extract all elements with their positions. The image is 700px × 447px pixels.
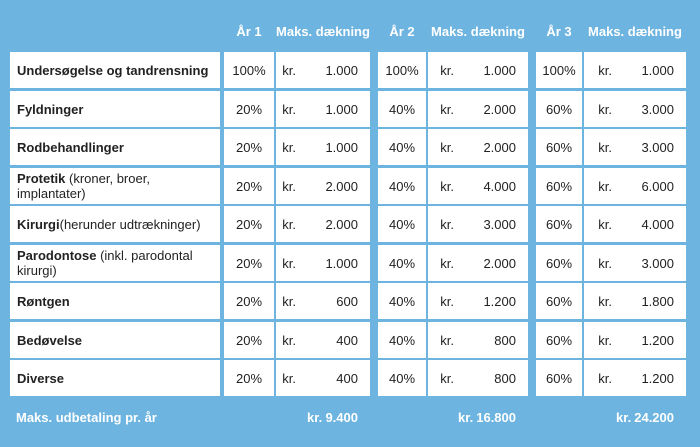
- coverage-percent: 20%: [224, 283, 274, 319]
- currency-label: kr.: [598, 332, 612, 348]
- amount-value: 400: [336, 370, 358, 386]
- max-coverage-amount: [428, 129, 528, 165]
- currency-label: kr.: [282, 101, 296, 117]
- amount-value: 1.000: [325, 139, 358, 155]
- max-coverage-amount: [276, 168, 370, 204]
- max-coverage-amount: [276, 52, 370, 88]
- max-coverage-amount: [428, 283, 528, 319]
- header-max-1: Maks. dækning: [276, 24, 370, 39]
- amount-value: 2.000: [483, 255, 516, 271]
- max-coverage-amount: [428, 168, 528, 204]
- currency-label: kr.: [440, 62, 454, 78]
- amount-value: 1.200: [483, 293, 516, 309]
- amount-value: 800: [494, 370, 516, 386]
- max-coverage-amount: [584, 322, 686, 358]
- coverage-percent: 20%: [224, 360, 274, 396]
- header-year-2: År 2: [389, 24, 415, 39]
- row-label: [10, 360, 220, 396]
- footer-total-2-currency: kr.: [458, 410, 474, 425]
- coverage-percent: 60%: [536, 91, 582, 127]
- coverage-percent: 40%: [378, 206, 426, 242]
- coverage-percent: 60%: [536, 206, 582, 242]
- amount-value: 1.000: [325, 62, 358, 78]
- row-label: [10, 129, 220, 165]
- coverage-percent: 40%: [378, 245, 426, 281]
- coverage-percent: 20%: [224, 129, 274, 165]
- max-coverage-amount: [584, 129, 686, 165]
- header-year-1: År 1: [236, 24, 262, 39]
- header-max-2: Maks. dækning: [431, 24, 525, 39]
- header-max-3: Maks. dækning: [588, 24, 682, 39]
- coverage-percent: 20%: [224, 322, 274, 358]
- currency-label: kr.: [282, 139, 296, 155]
- coverage-percent: 60%: [536, 245, 582, 281]
- coverage-percent: 40%: [378, 91, 426, 127]
- amount-value: 1.200: [641, 370, 674, 386]
- amount-value: 3.000: [483, 216, 516, 232]
- row-name: Protetik: [17, 171, 66, 186]
- coverage-percent: 40%: [378, 283, 426, 319]
- currency-label: kr.: [440, 293, 454, 309]
- max-coverage-amount: [584, 168, 686, 204]
- amount-value: 4.000: [641, 216, 674, 232]
- amount-value: 400: [336, 332, 358, 348]
- currency-label: kr.: [598, 139, 612, 155]
- coverage-percent: 60%: [536, 360, 582, 396]
- max-coverage-amount: [584, 52, 686, 88]
- footer-label: Maks. udbetaling pr. år: [16, 410, 157, 425]
- currency-label: kr.: [282, 216, 296, 232]
- amount-value: 1.000: [483, 62, 516, 78]
- max-coverage-amount: [276, 283, 370, 319]
- footer-total-3-currency: kr.: [616, 410, 632, 425]
- coverage-percent: 60%: [536, 129, 582, 165]
- row-label: [10, 52, 220, 88]
- currency-label: kr.: [598, 216, 612, 232]
- coverage-percent: 100%: [536, 52, 582, 88]
- currency-label: kr.: [282, 293, 296, 309]
- coverage-percent: 40%: [378, 322, 426, 358]
- row-label: [10, 168, 220, 204]
- max-coverage-amount: [276, 322, 370, 358]
- row-name: Diverse: [17, 370, 64, 386]
- max-coverage-amount: [428, 360, 528, 396]
- header-year-3: År 3: [546, 24, 572, 39]
- max-coverage-amount: [276, 129, 370, 165]
- max-coverage-amount: [428, 52, 528, 88]
- currency-label: kr.: [598, 101, 612, 117]
- row-name: Kirurgi: [17, 216, 60, 232]
- coverage-percent: 60%: [536, 322, 582, 358]
- footer-total-2: 16.800: [476, 410, 516, 425]
- currency-label: kr.: [598, 370, 612, 386]
- amount-value: 1.000: [641, 62, 674, 78]
- currency-label: kr.: [440, 255, 454, 271]
- row-name: Bedøvelse: [17, 332, 83, 348]
- amount-value: 3.000: [641, 101, 674, 117]
- amount-value: 2.000: [325, 178, 358, 194]
- currency-label: kr.: [282, 255, 296, 271]
- currency-label: kr.: [282, 178, 296, 194]
- max-coverage-amount: [584, 206, 686, 242]
- row-label: [10, 322, 220, 358]
- max-coverage-amount: [584, 91, 686, 127]
- row-name: Fyldninger: [17, 101, 84, 117]
- row-name: Parodontose: [17, 248, 97, 263]
- currency-label: kr.: [440, 332, 454, 348]
- amount-value: 1.000: [325, 101, 358, 117]
- max-coverage-amount: [276, 360, 370, 396]
- currency-label: kr.: [440, 216, 454, 232]
- max-coverage-amount: [584, 245, 686, 281]
- coverage-percent: 40%: [378, 168, 426, 204]
- currency-label: kr.: [598, 178, 612, 194]
- footer-total-1-currency: kr.: [307, 410, 323, 425]
- amount-value: 2.000: [325, 216, 358, 232]
- amount-value: 6.000: [641, 178, 674, 194]
- coverage-percent: 60%: [536, 283, 582, 319]
- amount-value: 1.200: [641, 332, 674, 348]
- amount-value: 4.000: [483, 178, 516, 194]
- amount-value: 800: [494, 332, 516, 348]
- coverage-percent: 20%: [224, 168, 274, 204]
- max-coverage-amount: [276, 206, 370, 242]
- max-coverage-amount: [276, 91, 370, 127]
- coverage-percent: 40%: [378, 360, 426, 396]
- max-coverage-amount: [584, 283, 686, 319]
- amount-value: 3.000: [641, 139, 674, 155]
- currency-label: kr.: [440, 370, 454, 386]
- amount-value: 3.000: [641, 255, 674, 271]
- currency-label: kr.: [598, 62, 612, 78]
- currency-label: kr.: [440, 139, 454, 155]
- row-label: [10, 245, 220, 281]
- amount-value: 2.000: [483, 101, 516, 117]
- coverage-percent: 20%: [224, 91, 274, 127]
- currency-label: kr.: [598, 293, 612, 309]
- coverage-percent: 20%: [224, 245, 274, 281]
- currency-label: kr.: [282, 332, 296, 348]
- footer-total-1: 9.400: [325, 410, 358, 425]
- max-coverage-amount: [428, 91, 528, 127]
- amount-value: 1.800: [641, 293, 674, 309]
- amount-value: 600: [336, 293, 358, 309]
- coverage-percent: 60%: [536, 168, 582, 204]
- max-coverage-amount: [428, 206, 528, 242]
- currency-label: kr.: [282, 62, 296, 78]
- amount-value: 1.000: [325, 255, 358, 271]
- max-coverage-amount: [584, 360, 686, 396]
- currency-label: kr.: [598, 255, 612, 271]
- row-label: [10, 283, 220, 319]
- row-name: Rodbehandlinger: [17, 139, 124, 155]
- row-label: [10, 91, 220, 127]
- row-name: Undersøgelse og tandrensning: [17, 62, 209, 78]
- coverage-percent: 100%: [224, 52, 274, 88]
- currency-label: kr.: [440, 101, 454, 117]
- coverage-percent: 20%: [224, 206, 274, 242]
- coverage-percent: 100%: [378, 52, 426, 88]
- row-note: (herunder udtrækninger): [59, 216, 201, 232]
- max-coverage-amount: [276, 245, 370, 281]
- row-note: (kroner, broer, implantater): [17, 171, 150, 201]
- max-coverage-amount: [428, 322, 528, 358]
- currency-label: kr.: [440, 178, 454, 194]
- footer-total-3: 24.200: [634, 410, 674, 425]
- currency-label: kr.: [282, 370, 296, 386]
- row-label: [10, 206, 220, 242]
- row-note: (inkl. parodontal kirurgi): [17, 248, 193, 278]
- row-name: Røntgen: [17, 293, 70, 309]
- coverage-percent: 40%: [378, 129, 426, 165]
- max-coverage-amount: [428, 245, 528, 281]
- amount-value: 2.000: [483, 139, 516, 155]
